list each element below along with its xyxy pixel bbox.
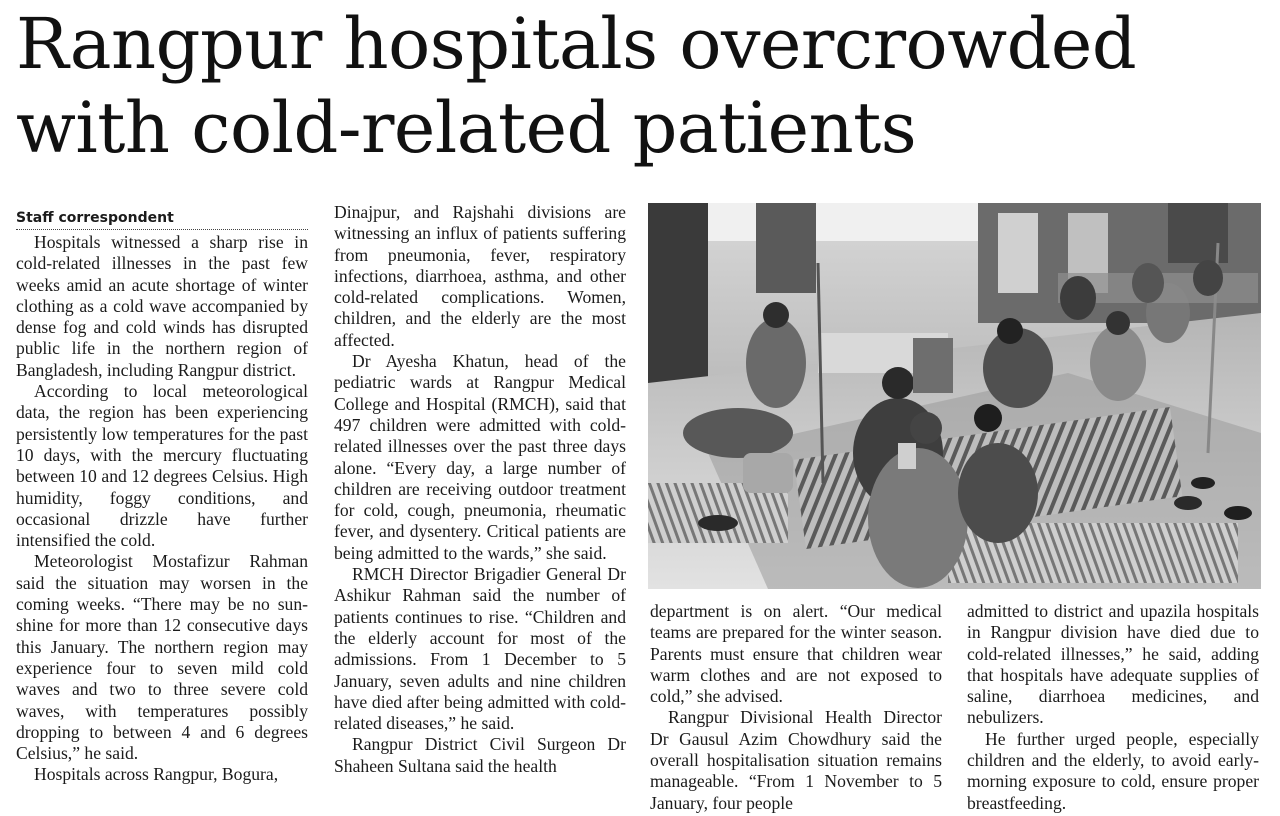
paragraph: Hospitals witnessed a sharp rise in cold-related illnesses in the past few weeks amid an acute shortage of winter clothing as a cold wave accompanied by dense fog and cold winds has disrupted public life in the northern region of Bangladesh, including Rangpur district.	[16, 232, 308, 380]
article-column-1	[16, 208, 308, 786]
headline	[16, 2, 1266, 170]
photo-illustration	[648, 203, 1261, 589]
paragraph: Hospitals across Rangpur, Bogura,	[34, 764, 279, 785]
article-column-2	[334, 202, 626, 777]
article-column-4	[967, 601, 1259, 814]
paragraph: Rangpur Divisional Health Director Dr Gausul Azim Chowdhury said the overall hospitalisation situation remains manageable. “From 1 November to 5 January, four people	[650, 707, 942, 813]
paragraph: According to local meteorological data, the region has been experiencing persistently low temperatures for the past 10 days, with the mercury fluctuating between 10 and 12 degrees Celsius. High humidity, foggy conditions, and occasional drizzle have further intensified the cold.	[16, 381, 308, 551]
headline-line-2: with cold-related patients	[16, 87, 917, 169]
paragraph: admitted to district and upazila hospitals in Rangpur division have died due to cold-related illnesses,” he said, adding that hospitals have adequate supplies of saline, diarrhoea medicines, and nebulizers.	[967, 601, 1259, 728]
byline: Staff correspondent	[16, 208, 308, 230]
paragraph: Rangpur District Civil Surgeon Dr Shaheen Sultana said the health	[334, 734, 626, 776]
paragraph: He further urged people, especially children and the elderly, to avoid early-morning exposure to cold, ensure proper breastfeeding.	[967, 728, 1259, 813]
paragraph: Meteorologist Mostafizur Rahman said the situation may worsen in the coming weeks. “There may be no sunshine for more than 12 consecutive days this January. The northern region may experience four to seven mild cold waves and two to three severe cold waves, with temperatures possibly dropping to between 4 and 6 degrees Celsius,” he said.	[16, 551, 308, 764]
paragraph: Dinajpur, and Rajshahi divisions are witnessing an influx of patients suffering from pneumonia, fever, respiratory infections, diarrhoea, asthma, and other cold-related complications. Women, children, and the elderly are the most affected.	[334, 202, 626, 350]
paragraph: RMCH Director Brigadier General Dr Ashikur Rahman said the number of patients continues to rise. “Children and the elderly account for most of the admissions. From 1 December to 5 January, seven adults and nine children have died after being admitted with cold-related diseases,” he said.	[334, 564, 626, 734]
paragraph: department is on alert. “Our medical teams are prepared for the winter season. Parents must ensure that children wear warm clothes and are not exposed to cold,” she advised.	[650, 601, 942, 707]
paragraph: Dr Ayesha Khatun, head of the pediatric wards at Rangpur Medical College and Hospital (RMCH), said that 497 children were admitted with cold-related illnesses over the past three days alone. “Every day, a large number of children are receiving outdoor treatment for cold, cough, pneumonia, rheumatic fever, and dysentery. Critical patients are being admitted to the wards,” she said.	[334, 351, 626, 563]
article-column-3	[650, 601, 942, 814]
hospital-ward-photo	[648, 203, 1261, 589]
headline-line-1: Rangpur hospitals overcrowded	[16, 3, 1137, 85]
